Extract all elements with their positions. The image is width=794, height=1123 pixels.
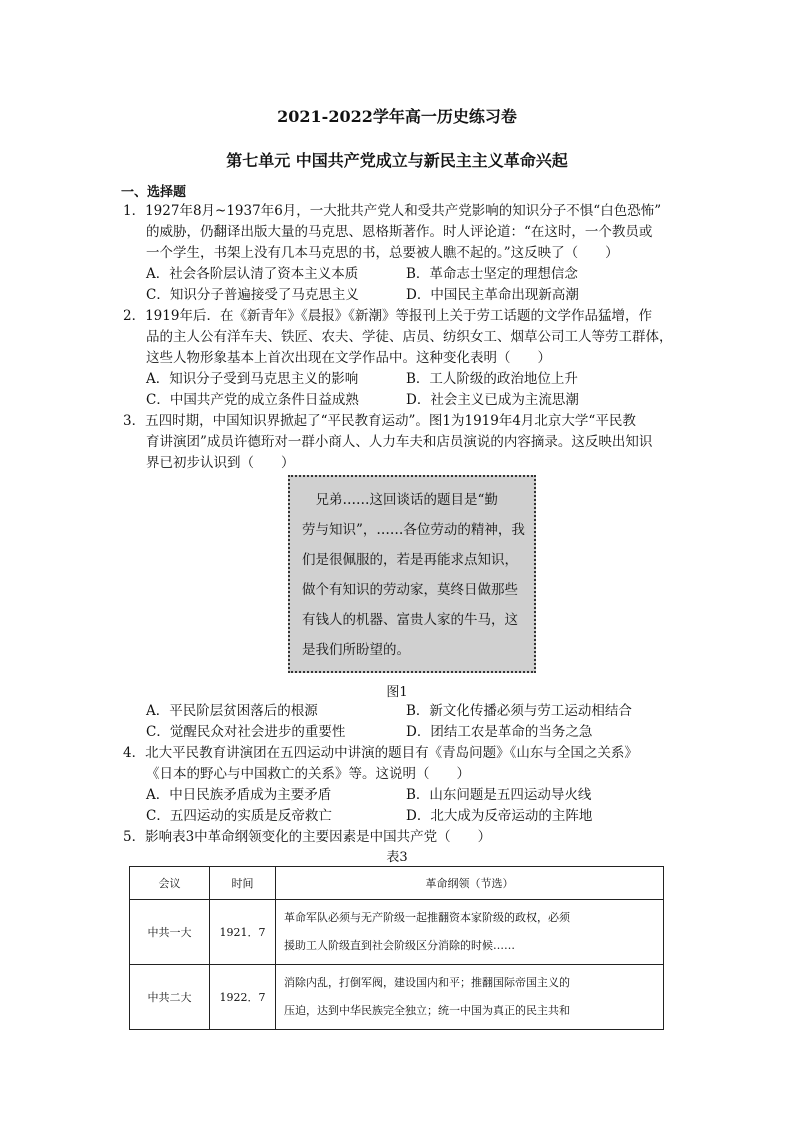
quote-line: 做个有知识的劳动家，莫终日做那些 [302, 582, 518, 598]
option-c[interactable]: C．中国共产党的成立条件日益成熟 [146, 392, 359, 408]
program-line: 革命军队必须与无产阶级一起推翻资本家阶级的政权，必须 [284, 911, 570, 924]
option-b[interactable]: B．革命志士坚定的理想信念 [406, 266, 578, 282]
program-line: 援助工人阶级直到社会阶级区分消除的时候…… [284, 939, 515, 952]
quote-box [288, 475, 536, 673]
quote-line: 是我们所盼望的。 [302, 642, 410, 658]
option-d[interactable]: D．北大成为反帝运动的主阵地 [406, 808, 593, 824]
figure-caption: 图1 [386, 685, 408, 700]
unit-title: 第七单元 中国共产党成立与新民主主义革命兴起 [226, 151, 568, 170]
question-text: 5．影响表3中革命纲领变化的主要因素是中国共产党（ ） [123, 829, 492, 845]
program-cell [276, 965, 664, 1030]
meeting-cell: 中共二大 [130, 965, 210, 1030]
option-b[interactable]: B．山东问题是五四运动导火线 [406, 787, 592, 803]
question-text: 这些人物形象基本上首次出现在文学作品中。这种变化表明（ ） [146, 350, 551, 366]
quote-line: 劳与知识”，……各位劳动的精神，我 [302, 522, 525, 538]
question-text: 的威胁，仍翻译出版大量的马克思、恩格斯著作。时人评论道：“在这时，一个教员或 [146, 224, 653, 240]
column-header: 会议 [130, 867, 210, 900]
quote-line: 们是很佩服的，若是再能求点知识， [302, 552, 518, 568]
option-c[interactable]: C．知识分子普遍接受了马克思主义 [146, 287, 359, 303]
option-d[interactable]: D．社会主义已成为主流思潮 [406, 392, 579, 408]
option-a[interactable]: A．平民阶层贫困落后的根源 [146, 703, 318, 719]
option-c[interactable]: C．五四运动的实质是反帝救亡 [146, 808, 332, 824]
program-table [129, 866, 664, 1030]
question-text: 品的主人公有洋车夫、铁匠、农夫、学徒、店员、纺织女工、烟草公司工人等劳工群体， [146, 329, 673, 345]
quote-line: 兄弟……这回谈话的题目是“勤 [302, 492, 498, 508]
table-row [130, 900, 664, 965]
column-header: 革命纲领（节选） [276, 867, 664, 900]
option-a[interactable]: A．社会各阶层认清了资本主义本质 [146, 266, 359, 282]
question-text: 《日本的野心与中国救亡的关系》等。这说明（ ） [146, 766, 470, 782]
table-row [130, 965, 664, 1030]
column-header: 时间 [210, 867, 276, 900]
question-text: 1．1927年8月~1937年6月，一大批共产党人和受共产党影响的知识分子不惧“白色恐怖” [123, 203, 662, 219]
exam-title: 2021-2022学年高一历史练习卷 [277, 107, 517, 126]
option-a[interactable]: A．中日民族矛盾成为主要矛盾 [146, 787, 332, 803]
time-cell: 1922．7 [210, 965, 276, 1030]
option-b[interactable]: B．工人阶级的政治地位上升 [406, 371, 578, 387]
question-text: 2．1919年后．在《新青年》《晨报》《新潮》等报刊上关于劳工话题的文学作品猛增，作 [123, 308, 652, 324]
table-header-row [130, 867, 664, 900]
section-heading: 一、选择题 [121, 185, 187, 200]
program-line: 消除内乱，打倒军阀，建设国内和平；推翻国际帝国主义的 [284, 976, 570, 989]
question-text: 一个学生，书架上没有几本马克思的书，总要被人瞧不起的。”这反映了（ ） [146, 245, 619, 261]
question-text: 4．北大平民教育讲演团在五四运动中讲演的题目有《青岛问题》《山东与全国之关系》 [123, 745, 638, 761]
quote-line: 有钱人的机器、富贵人家的牛马，这 [302, 612, 518, 628]
table-caption: 表3 [386, 850, 408, 865]
option-d[interactable]: D．团结工农是革命的当务之急 [406, 724, 593, 740]
option-a[interactable]: A．知识分子受到马克思主义的影响 [146, 371, 359, 387]
meeting-cell: 中共一大 [130, 900, 210, 965]
option-d[interactable]: D．中国民主革命出现新高潮 [406, 287, 579, 303]
time-cell: 1921．7 [210, 900, 276, 965]
question-text: 界已初步认识到（ ） [146, 455, 295, 471]
program-cell [276, 900, 664, 965]
program-line: 压迫，达到中华民族完全独立；统一中国为真正的民主共和 [284, 1004, 570, 1017]
option-c[interactable]: C．觉醒民众对社会进步的重要性 [146, 724, 346, 740]
option-b[interactable]: B．新文化传播必须与劳工运动相结合 [406, 703, 632, 719]
question-text: 3．五四时期，中国知识界掀起了“平民教育运动”。图1为1919年4月北京大学“平民教 [123, 413, 636, 429]
question-text: 育讲演团”成员许德珩对一群小商人、人力车夫和店员演说的内容摘录。这反映出知识 [146, 434, 653, 450]
